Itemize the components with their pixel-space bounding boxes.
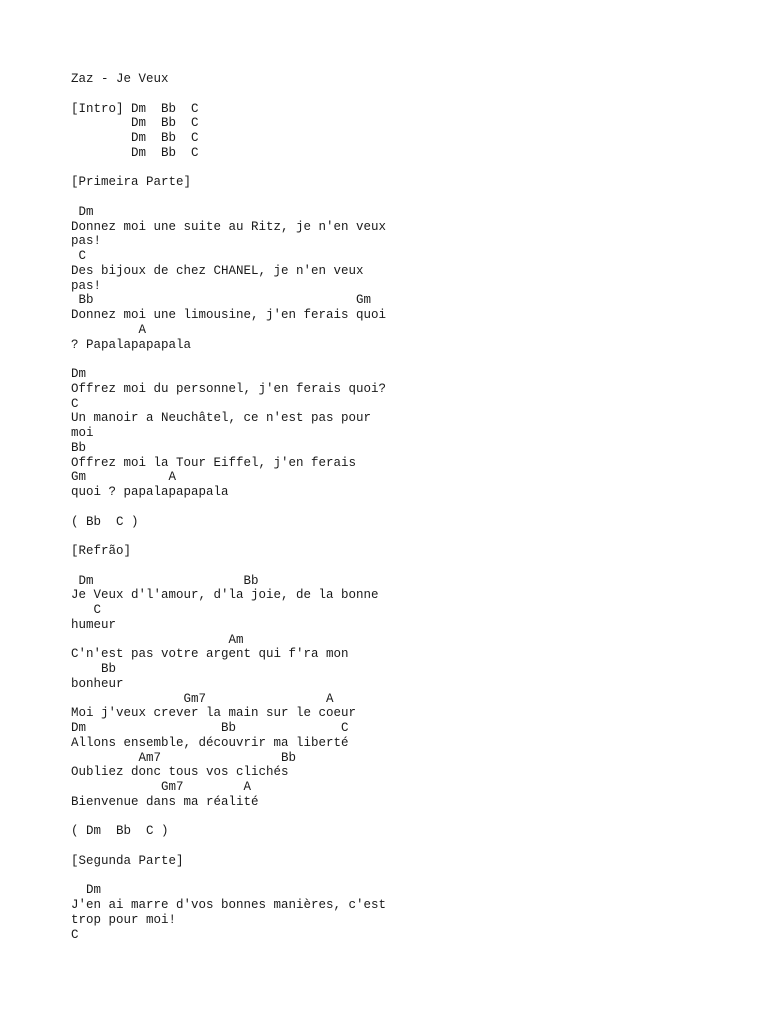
lyric-line: C'n'est pas votre argent qui f'ra mon: [71, 647, 349, 662]
lyric-line: Allons ensemble, découvrir ma liberté: [71, 735, 349, 750]
lyric-line: quoi ? papalapapapala: [71, 485, 229, 499]
chord-line: Dm: [71, 204, 94, 219]
blank-line: [71, 559, 751, 574]
lyric-line: Donnez moi une suite au Ritz, je n'en veux: [71, 219, 387, 234]
blank-line: [71, 190, 751, 205]
chord-line: Bb Gm: [71, 293, 372, 308]
chord-line: Dm: [71, 883, 102, 898]
lyric-line: Bienvenue dans ma réalité: [71, 794, 259, 809]
section-heading: [Refrão]: [71, 544, 132, 558]
section-heading: [Segunda Parte]: [71, 853, 184, 868]
section-heading: [Primeira Parte]: [71, 175, 192, 190]
chord-line: ( Bb C ): [71, 514, 139, 529]
chord-line: Am7 Bb: [71, 750, 297, 765]
chord-line: Bb: [71, 440, 87, 455]
lyric-line: pas!: [71, 234, 102, 249]
chord-line: C: [71, 927, 79, 942]
lyric-line: Donnez moi une limousine, j'en ferais quoi: [71, 308, 387, 322]
chord-line: Bb: [71, 662, 117, 676]
blank-line: [71, 529, 751, 544]
blank-line: [71, 500, 751, 515]
lyric-line: Offrez moi du personnel, j'en ferais quoi?: [71, 381, 387, 396]
chord-line: Gm7 A: [71, 780, 252, 794]
blank-line: [71, 161, 751, 176]
intro-chord-line: Dm Bb C: [71, 116, 199, 131]
blank-line: [71, 87, 751, 102]
lyric-line: Moi j'veux crever la main sur le coeur: [71, 706, 357, 721]
blank-line: [71, 839, 751, 854]
chord-line: Dm: [71, 367, 87, 381]
lyric-line: moi: [71, 426, 94, 440]
chord-line: C: [71, 603, 102, 617]
blank-line: [71, 869, 751, 884]
blank-line: [71, 810, 751, 825]
intro-chord-line: Dm Bb C: [71, 145, 199, 160]
lyric-line: humeur: [71, 617, 117, 632]
intro-chord-line: [Intro] Dm Bb C: [71, 101, 199, 116]
lyric-line: trop pour moi!: [71, 912, 177, 927]
lyric-line: Je Veux d'l'amour, d'la joie, de la bonne: [71, 588, 379, 603]
chord-line: Gm7 A: [71, 691, 334, 706]
lyric-line: Offrez moi la Tour Eiffel, j'en ferais: [71, 455, 357, 470]
chord-line: Am: [71, 632, 244, 647]
lyric-line: pas!: [71, 278, 102, 293]
chord-line: A: [71, 322, 147, 337]
chord-line: ( Dm Bb C ): [71, 824, 169, 839]
chord-line: Dm Bb: [71, 573, 259, 588]
chord-line: C: [71, 396, 79, 411]
chord-line: C: [71, 249, 87, 263]
intro-chord-line: Dm Bb C: [71, 131, 199, 145]
lyric-line: Oubliez donc tous vos clichés: [71, 765, 289, 780]
lyric-line: ? Papalapapapala: [71, 337, 192, 352]
chord-line: Gm A: [71, 470, 177, 485]
lyric-line: Des bijoux de chez CHANEL, je n'en veux: [71, 263, 364, 278]
chord-line: Dm Bb C: [71, 721, 349, 735]
lyric-line: J'en ai marre d'vos bonnes manières, c'est: [71, 898, 387, 912]
song-title: Zaz - Je Veux: [71, 72, 169, 86]
lyric-line: Un manoir a Neuchâtel, ce n'est pas pour: [71, 411, 372, 426]
blank-line: [71, 352, 751, 367]
chord-sheet: [71, 72, 751, 942]
lyric-line: bonheur: [71, 676, 124, 691]
